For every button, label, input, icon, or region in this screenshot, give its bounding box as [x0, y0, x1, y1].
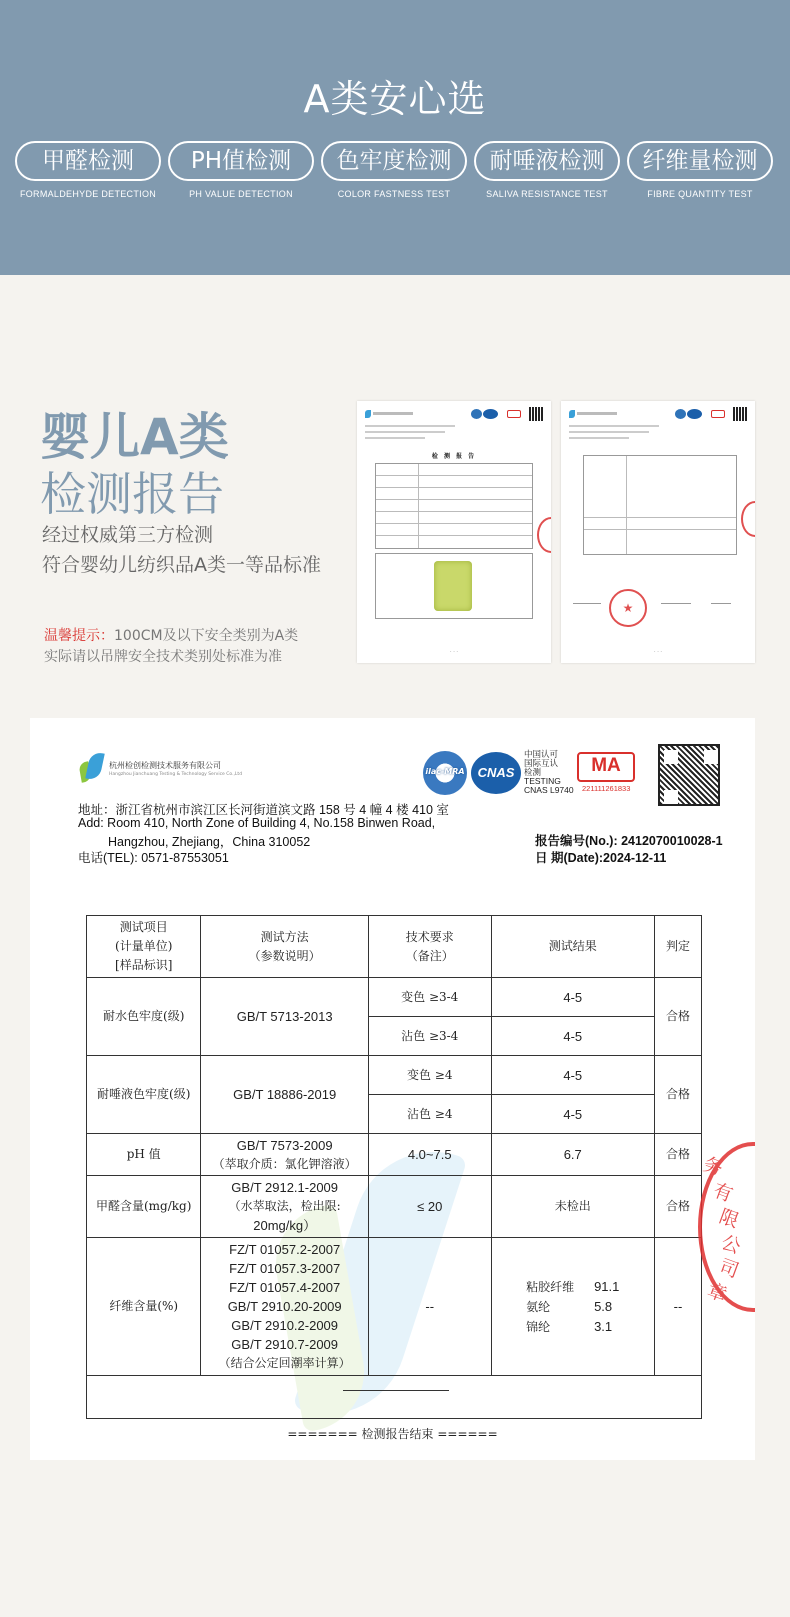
ma-number: 221111261833	[582, 784, 631, 793]
pill-label: 甲醛检测	[15, 141, 161, 181]
intro-heading-1: 婴儿A类	[40, 408, 229, 466]
text-line	[365, 425, 455, 427]
pill-sub: PH VALUE DETECTION	[189, 189, 293, 199]
ilac-mra-icon: ilac-MRA	[423, 751, 467, 795]
thumb-footer: · · ·	[450, 649, 458, 655]
cert-badges	[675, 409, 731, 419]
banner-title: A类安心选	[303, 77, 487, 121]
table-row	[87, 1176, 702, 1238]
table-row	[87, 978, 702, 1017]
intro-line-1: 经过权威第三方检测	[42, 524, 214, 546]
report-date: 日 期(Date):2024-12-11	[535, 851, 667, 865]
row-item: 纤维含量(%)	[87, 1238, 201, 1376]
top-banner	[0, 0, 790, 275]
pill-color-fastness	[321, 141, 467, 199]
address-en-2: Hangzhou, Zhejiang，China 310052	[108, 835, 311, 849]
qr-code-icon	[529, 407, 543, 421]
pill-label: 纤维量检测	[627, 141, 773, 181]
leaf-logo-icon	[78, 752, 104, 782]
row-method: GB/T 5713-2013	[201, 978, 369, 1056]
row-verdict: 合格	[654, 978, 701, 1056]
row-verdict: 合格	[654, 1134, 701, 1176]
sample-photo-frame	[375, 553, 533, 619]
report-number: 报告编号(No.): 2412070010028-1	[535, 834, 723, 848]
table-header-row	[87, 916, 702, 978]
pill-sub: FORMALDEHYDE DETECTION	[19, 189, 157, 199]
thumb-header	[365, 407, 543, 421]
row-item: pH 值	[87, 1134, 201, 1176]
row-verdict: 合格	[654, 1176, 701, 1238]
row-result: 4-5	[491, 978, 654, 1017]
ma-icon	[507, 410, 521, 418]
address-cn: 地址：浙江省杭州市滨江区长河街道滨文路 158 号 4 幢 4 楼 410 室	[78, 803, 449, 817]
text-line	[365, 437, 425, 439]
qr-code-icon[interactable]	[658, 744, 720, 806]
row-verdict: 合格	[654, 1056, 701, 1134]
signature-line	[711, 603, 731, 604]
row-verdict: --	[654, 1238, 701, 1376]
row-method: GB/T 2912.1-2009 （水萃取法，检出限: 20mg/kg）	[201, 1176, 369, 1238]
underline-divider	[343, 1390, 449, 1391]
results-table	[86, 915, 702, 1419]
pill-sub: FIBRE QUANTITY TEST	[647, 189, 753, 199]
row-result: 未检出	[491, 1176, 654, 1238]
seal-icon	[741, 501, 755, 537]
row-requirement: 沾色 ≥3-4	[368, 1017, 491, 1056]
row-result: 6.7	[491, 1134, 654, 1176]
pill-ph	[168, 141, 314, 199]
cnas-icon	[483, 409, 498, 419]
signature-line	[661, 603, 691, 604]
thumb-table	[375, 463, 533, 549]
pill-sub: SALIVA RESISTANCE TEST	[486, 189, 608, 199]
address-en-1: Add: Room 410, North Zone of Building 4, No.158 Binwen Road,	[78, 816, 436, 830]
seal-icon	[537, 517, 551, 553]
row-requirement: 沾色 ≥4	[368, 1095, 491, 1134]
table-empty-row	[87, 1376, 702, 1419]
table-row	[87, 1056, 702, 1095]
row-requirement: 变色 ≥4	[368, 1056, 491, 1095]
logo-icon	[569, 410, 575, 418]
intro-line-2: 符合婴幼儿纺织品A类一等品标准	[42, 554, 321, 576]
logo-icon	[365, 410, 371, 418]
cert-badges	[471, 409, 527, 419]
tip-label: 温馨提示：	[44, 628, 114, 644]
report-end-text: ======= 检测报告结束 ======	[287, 1427, 498, 1441]
red-seal-icon: 务 有 限 公 司 章	[698, 1142, 755, 1312]
seal-icon	[609, 589, 647, 627]
text-line	[569, 437, 629, 439]
pill-saliva	[474, 141, 620, 199]
thumb-table	[583, 455, 737, 555]
table-row	[87, 1134, 702, 1176]
report-thumbnail-2[interactable]	[561, 401, 755, 663]
test-pills	[15, 141, 775, 211]
company-logo	[78, 752, 243, 782]
text-line	[569, 425, 659, 427]
row-result: 粘胶纤维 91.1 氨纶 5.8 锦纶 3.1	[491, 1238, 654, 1376]
ma-icon	[711, 410, 725, 418]
pill-fibre	[627, 141, 773, 199]
company-name-en: Hangzhou Jianchuang Testing & Technology Service Co.,Ltd	[109, 772, 243, 777]
ilac-icon	[471, 409, 482, 419]
row-method: FZ/T 01057.2-2007 FZ/T 01057.3-2007 FZ/T 01057.4-2007 GB/T 2910.20-2009 GB/T 2910.2-2009 GB/T 2910.7-2009 （结合公定回潮率计算）	[201, 1238, 369, 1376]
row-requirement: 4.0~7.5	[368, 1134, 491, 1176]
header-item: 测试项目 (计量单位) [样品标识]	[87, 916, 201, 978]
table-row	[87, 1238, 702, 1376]
pill-label: PH值检测	[168, 141, 314, 181]
logo-text-placeholder	[577, 412, 617, 415]
intro-heading-2: 检测报告	[40, 467, 224, 521]
qr-code-icon	[733, 407, 747, 421]
row-item: 耐水色牢度(级)	[87, 978, 201, 1056]
row-requirement: --	[368, 1238, 491, 1376]
text-line	[365, 431, 445, 433]
header-requirement: 技术要求 （备注）	[368, 916, 491, 978]
cnas-cert-text: 中国认可 国际互认 检测 TESTING CNAS L9740	[524, 749, 574, 795]
signature-line	[573, 603, 601, 604]
header-verdict: 判定	[654, 916, 701, 978]
row-method: GB/T 7573-2009 （萃取介质：氯化钾溶液）	[201, 1134, 369, 1176]
cnas-icon	[687, 409, 702, 419]
row-method: GB/T 18886-2019	[201, 1056, 369, 1134]
ilac-icon	[675, 409, 686, 419]
row-result: 4-5	[491, 1017, 654, 1056]
report-thumbnail-1[interactable]	[357, 401, 551, 663]
sample-photo	[434, 561, 472, 611]
row-requirement: 变色 ≥3-4	[368, 978, 491, 1017]
company-name-cn: 杭州检创检测技术服务有限公司	[109, 761, 221, 770]
header-method: 测试方法 （参数说明）	[201, 916, 369, 978]
thumb-header	[569, 407, 747, 421]
pill-label: 耐唾液检测	[474, 141, 620, 181]
thumb-title: 检 测 报 告	[431, 453, 477, 460]
pill-sub: COLOR FASTNESS TEST	[337, 189, 451, 199]
row-requirement: ≤ 20	[368, 1176, 491, 1238]
row-result: 4-5	[491, 1095, 654, 1134]
row-item: 甲醛含量(mg/kg)	[87, 1176, 201, 1238]
ma-icon: MA	[577, 752, 635, 782]
pill-label: 色牢度检测	[321, 141, 467, 181]
row-result: 4-5	[491, 1056, 654, 1095]
cnas-icon: CNAS	[471, 752, 521, 794]
test-report	[30, 718, 755, 1460]
text-line	[569, 431, 649, 433]
telephone: 电话(TEL): 0571-87553051	[78, 851, 229, 865]
thumb-footer: · · ·	[654, 649, 662, 655]
tip-text: 100CM及以下安全类别为A类	[114, 628, 299, 644]
tip	[44, 625, 298, 645]
logo-text-placeholder	[373, 412, 413, 415]
tip-text-2: 实际请以吊牌安全技术类别处标准为准	[44, 649, 282, 665]
header-result: 测试结果	[491, 916, 654, 978]
row-item: 耐唾液色牢度(级)	[87, 1056, 201, 1134]
star-icon: ★	[622, 601, 634, 615]
pill-formaldehyde	[15, 141, 161, 199]
